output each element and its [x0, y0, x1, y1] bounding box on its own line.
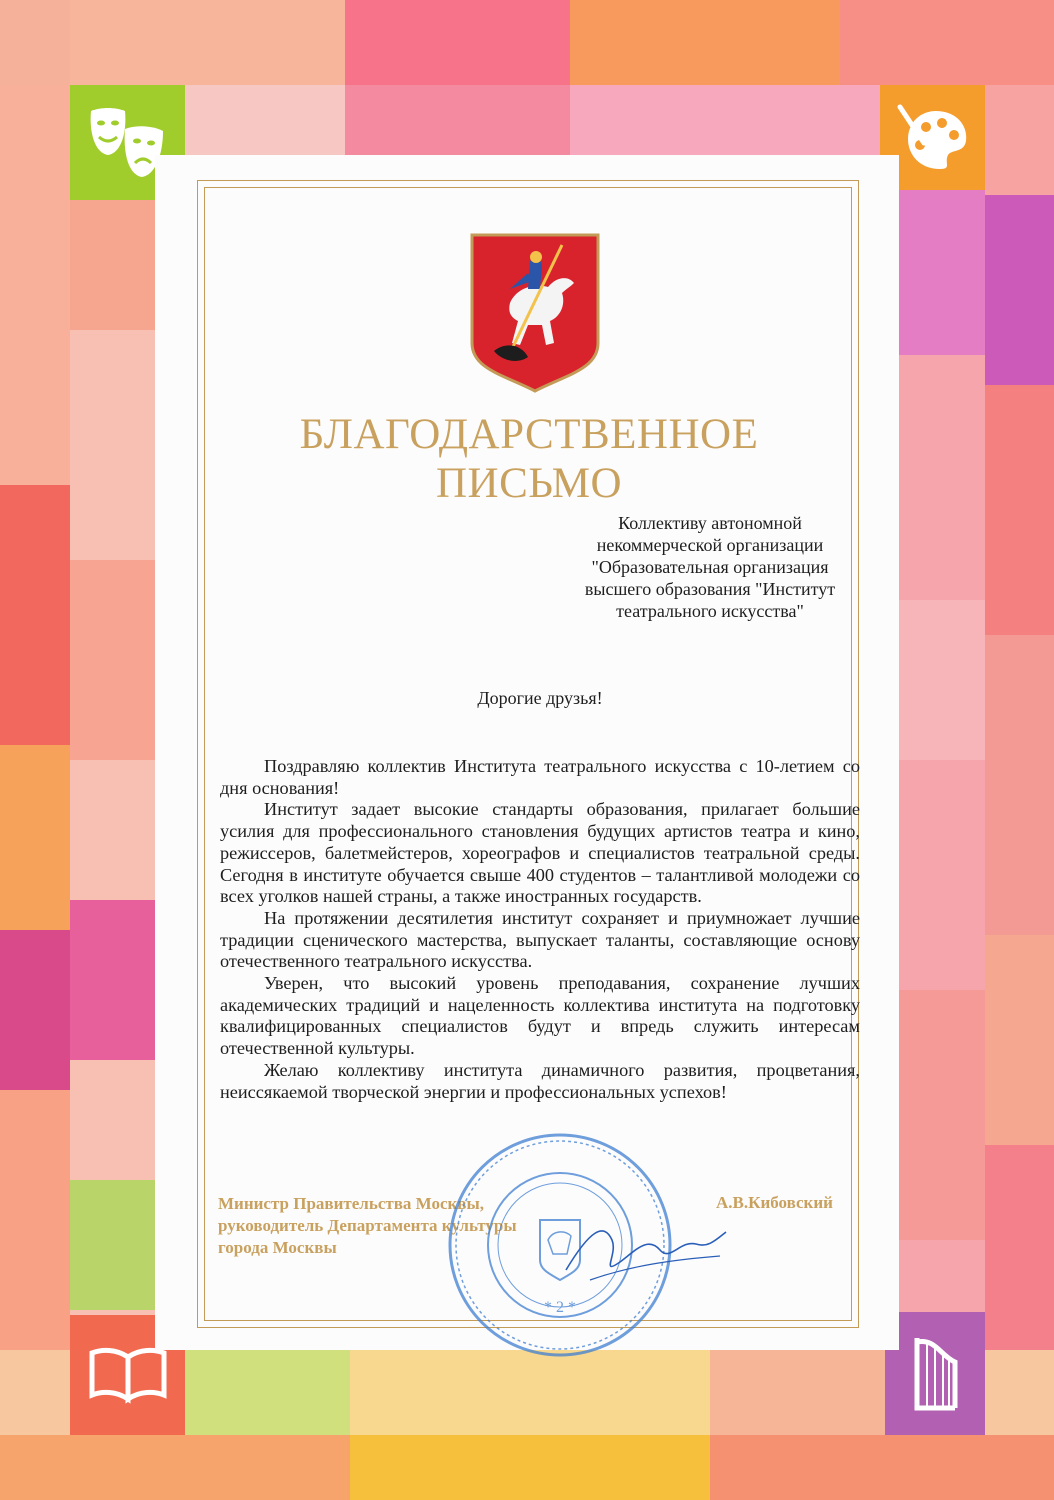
- paragraph: Поздравляю коллектив Института театрального искусства с 10-летием со дня основания!: [220, 756, 860, 798]
- paragraph: Уверен, что высокий уровень преподавания, сохранение лучших академических традиций и нацеленность коллектива института на подготовку квалифицированных специалистов будут и впредь служить интересам отечественной культуры.: [220, 973, 860, 1059]
- handwritten-signature: [560, 1210, 730, 1290]
- signatory-name: А.В.Кибовский: [716, 1193, 833, 1212]
- letter-body: [220, 756, 860, 1103]
- harp-tile: [885, 1312, 985, 1435]
- svg-text:* 2 *: * 2 *: [544, 1299, 576, 1316]
- open-book-icon: [86, 1345, 170, 1405]
- greeting: Дорогие друзья!: [477, 688, 603, 708]
- moscow-coat-of-arms: [470, 233, 600, 393]
- paragraph: Желаю коллективу института динамичного развития, процветания, неиссякаемой творческой энергии и профессиональных успехов!: [220, 1059, 860, 1102]
- paragraph: На протяжении десятилетия институт сохраняет и приумножает лучшие традиции сценического мастерства, выпускает таланты, составляющие основу отечественного театрального искусства.: [220, 907, 860, 972]
- signatory-position: Министр Правительства Москвы, руководитель Департамента культуры города Москвы: [218, 1194, 517, 1257]
- palette-icon: [896, 103, 970, 173]
- harp-icon: [905, 1332, 965, 1416]
- letter-title: БЛАГОДАРСТВЕННОЕ ПИСЬМО: [299, 411, 759, 507]
- paragraph: Институт задает высокие стандарты образования, прилагает большие усилия для профессионального становления будущих артистов театра и кино, режиссеров, балетмейстеров, хореографов и специалистов театральной среды. Сегодня в институте обучается свыше 400 студентов – талантливой молодежи со всех уголков нашей страны, а также иностранных государств.: [220, 799, 860, 907]
- addressee: Коллективу автономной некоммерческой организации "Образовательная организация высшего образования "Институт театрального искусства": [584, 513, 836, 621]
